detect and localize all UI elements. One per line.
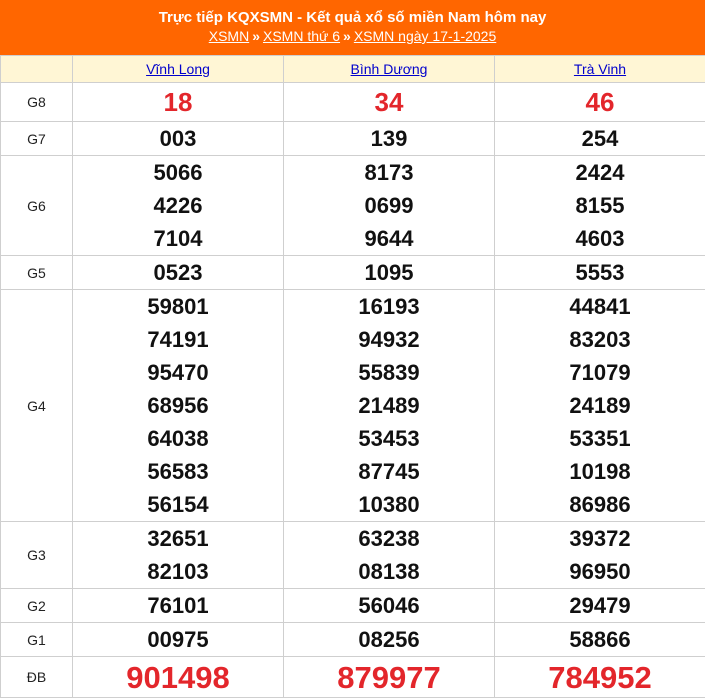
result-number: 39372 <box>569 526 631 551</box>
province-link-binh-duong[interactable]: Bình Dương <box>350 61 428 77</box>
prize-label: G5 <box>1 256 73 290</box>
result-number: 2424 <box>575 160 625 185</box>
result-number: 68956 <box>147 393 209 418</box>
result-number: 56046 <box>358 593 420 618</box>
result-number: 0699 <box>364 193 414 218</box>
result-cell <box>495 522 705 589</box>
result-number: 64038 <box>147 426 209 451</box>
province-header <box>495 56 705 83</box>
page-title: Trực tiếp KQXSMN - Kết quả xổ số miền Nam hôm nay <box>158 9 547 26</box>
result-number: 71079 <box>569 360 631 385</box>
result-number: 53453 <box>358 426 420 451</box>
prize-row-g7 <box>1 122 705 156</box>
result-number: 5553 <box>575 260 625 285</box>
result-number: 95470 <box>147 360 209 385</box>
result-cell <box>73 156 284 256</box>
result-number: 55839 <box>358 360 420 385</box>
province-link-vinh-long[interactable]: Vĩnh Long <box>146 61 210 77</box>
prize-label: G7 <box>1 122 73 156</box>
result-number: 53351 <box>569 426 631 451</box>
result-number: 784952 <box>548 659 652 695</box>
result-cell <box>284 589 495 623</box>
result-number: 94932 <box>358 327 420 352</box>
result-number: 44841 <box>569 294 631 319</box>
result-cell <box>73 522 284 589</box>
prize-row-g2 <box>1 589 705 623</box>
result-number: 29479 <box>569 593 631 618</box>
result-cell <box>284 156 495 256</box>
result-cell <box>495 623 705 657</box>
result-number: 21489 <box>358 393 420 418</box>
result-number: 56154 <box>147 492 209 517</box>
prize-label: G4 <box>1 290 73 522</box>
result-cell <box>495 83 705 122</box>
result-cell <box>495 256 705 290</box>
result-number: 34 <box>374 86 404 117</box>
result-cell <box>73 623 284 657</box>
result-number: 87745 <box>358 459 420 484</box>
result-number: 4226 <box>153 193 203 218</box>
result-number: 08256 <box>358 627 420 652</box>
prize-row-g3 <box>1 522 705 589</box>
result-cell <box>495 657 705 698</box>
result-number: 4603 <box>575 226 625 251</box>
result-number: 63238 <box>358 526 420 551</box>
prize-rows <box>1 83 705 698</box>
result-number: 08138 <box>358 559 420 584</box>
result-cell <box>73 589 284 623</box>
result-number: 9644 <box>364 226 414 251</box>
result-number: 1095 <box>364 260 414 285</box>
result-cell <box>284 623 495 657</box>
result-cell <box>495 122 705 156</box>
prize-label: G1 <box>1 623 73 657</box>
result-number: 8155 <box>575 193 625 218</box>
breadcrumb-separator: » <box>252 28 260 44</box>
prize-label: G8 <box>1 83 73 122</box>
result-number: 46 <box>585 86 615 117</box>
result-cell <box>73 256 284 290</box>
result-number: 96950 <box>569 559 631 584</box>
result-number: 32651 <box>147 526 209 551</box>
province-header <box>73 56 284 83</box>
result-number: 74191 <box>147 327 209 352</box>
result-number: 0523 <box>153 260 203 285</box>
province-header <box>284 56 495 83</box>
result-cell <box>284 522 495 589</box>
province-link-tra-vinh[interactable]: Trà Vinh <box>573 61 627 77</box>
result-cell <box>73 122 284 156</box>
result-cell <box>284 256 495 290</box>
prize-row-g6 <box>1 156 705 256</box>
result-number: 10380 <box>358 492 420 517</box>
prize-row-g8 <box>1 83 705 122</box>
prize-row-db <box>1 657 705 698</box>
prize-row-g4 <box>1 290 705 522</box>
result-number: 18 <box>163 86 193 117</box>
prize-label: G3 <box>1 522 73 589</box>
result-number: 7104 <box>153 226 203 251</box>
prize-label: G2 <box>1 589 73 623</box>
result-number: 5066 <box>153 160 203 185</box>
page-header <box>0 0 705 55</box>
result-number: 82103 <box>147 559 209 584</box>
result-number: 10198 <box>569 459 631 484</box>
results-table <box>0 55 705 698</box>
result-number: 8173 <box>364 160 414 185</box>
breadcrumb <box>0 27 705 45</box>
result-cell <box>284 122 495 156</box>
result-number: 59801 <box>147 294 209 319</box>
result-cell <box>73 83 284 122</box>
breadcrumb-xsmn[interactable]: XSMN <box>208 28 250 44</box>
result-number: 16193 <box>358 294 420 319</box>
breadcrumb-xsmn-thu6[interactable]: XSMN thứ 6 <box>262 28 341 44</box>
result-number: 56583 <box>147 459 209 484</box>
breadcrumb-separator: » <box>343 28 351 44</box>
result-number: 00975 <box>147 627 209 652</box>
result-number: 83203 <box>569 327 631 352</box>
result-number: 58866 <box>569 627 631 652</box>
result-number: 003 <box>159 126 197 151</box>
result-number: 86986 <box>569 492 631 517</box>
prize-column-header <box>1 56 73 83</box>
prize-label: G6 <box>1 156 73 256</box>
result-cell <box>73 657 284 698</box>
prize-row-g1 <box>1 623 705 657</box>
result-cell <box>73 290 284 522</box>
result-number: 139 <box>370 126 408 151</box>
table-header-row <box>1 56 705 83</box>
result-cell <box>284 657 495 698</box>
result-cell <box>495 156 705 256</box>
result-cell <box>495 290 705 522</box>
result-number: 254 <box>581 126 619 151</box>
result-number: 879977 <box>337 659 441 695</box>
prize-label: ĐB <box>1 657 73 698</box>
result-cell <box>284 83 495 122</box>
breadcrumb-xsmn-date[interactable]: XSMN ngày 17-1-2025 <box>353 28 497 44</box>
result-cell <box>495 589 705 623</box>
result-number: 901498 <box>126 659 230 695</box>
result-number: 76101 <box>147 593 209 618</box>
result-number: 24189 <box>569 393 631 418</box>
prize-row-g5 <box>1 256 705 290</box>
result-cell <box>284 290 495 522</box>
